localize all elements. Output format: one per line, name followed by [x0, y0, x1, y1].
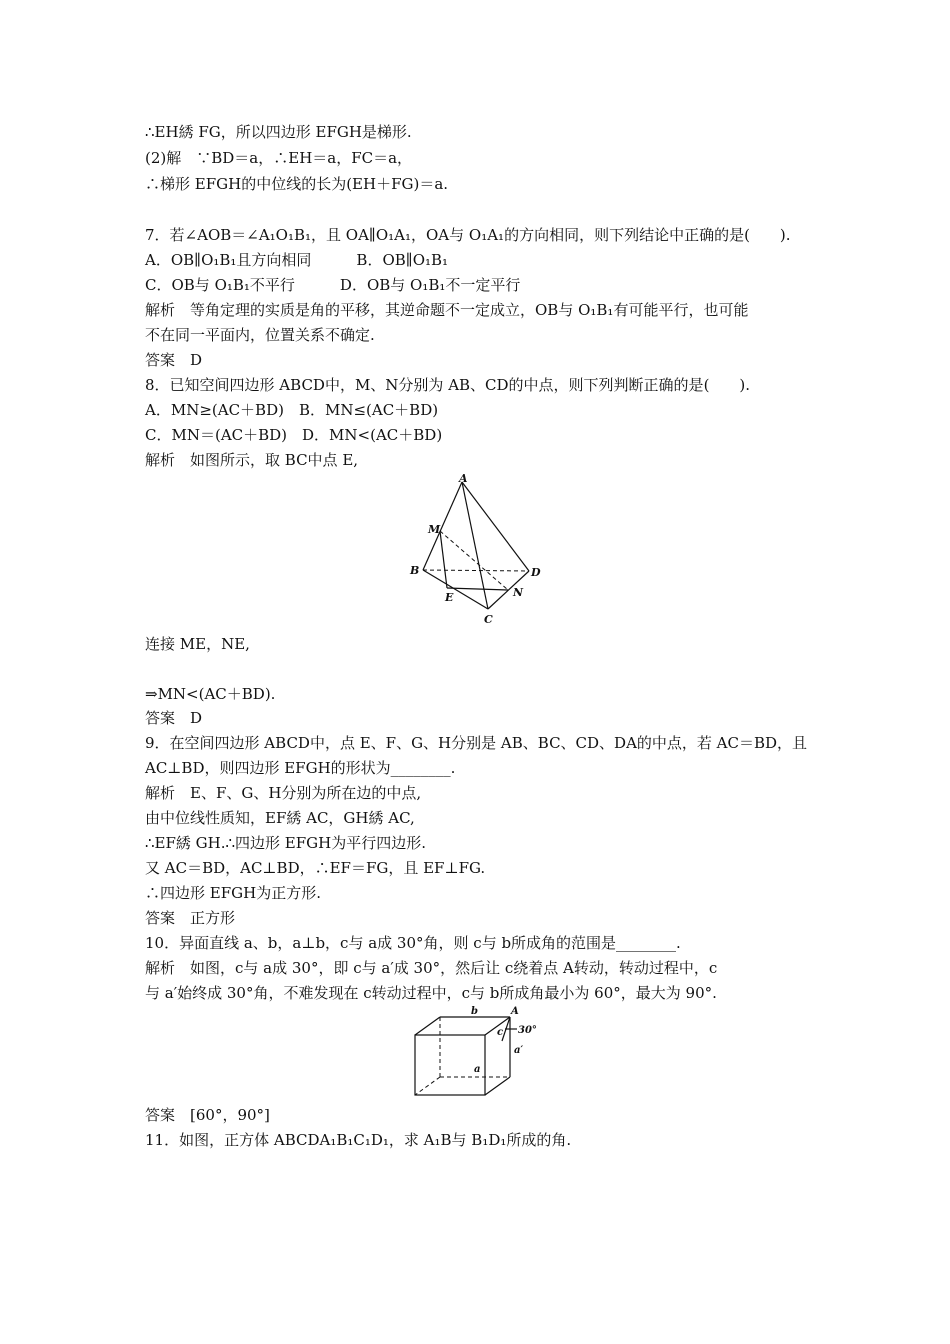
analysis-line: 解析 如图，c与 a成 30°，即 c与 a′成 30°，然后让 c绕着点 A转动，转动过程中，c: [145, 959, 718, 977]
label-A: A: [511, 1006, 519, 1017]
label-D: D: [531, 566, 541, 579]
answer-line: 答案 [60°，90°]: [145, 1106, 270, 1124]
text-line: (2)解 ∵BD＝a，∴EH＝a，FC＝a，: [145, 149, 413, 167]
question-11: 11．如图，正方体 ABCDA₁B₁C₁D₁，求 A₁B与 B₁D₁所成的角.: [145, 1131, 572, 1149]
label-B: B: [410, 564, 420, 577]
analysis-line: 与 a′始终成 30°角，不难发现在 c转动过程中，c与 b所成角最小为 60°，最大为 90°.: [145, 984, 717, 1002]
label-a: a: [474, 1064, 481, 1075]
label-A: A: [459, 472, 468, 485]
question-7: 7．若∠AOB＝∠A₁O₁B₁，且 OA∥O₁A₁，OA与 O₁A₁的方向相同，则下列结论中正确的是( ).: [145, 226, 791, 244]
question-9: 9．在空间四边形 ABCD中，点 E、F、G、H分别是 AB、BC、CD、DA的中点，若 AC＝BD，且: [145, 734, 808, 752]
analysis-line: 由中位线性质知，EF綉 AC，GH綉 AC,: [145, 809, 415, 827]
label-30-degrees: 30°: [518, 1025, 537, 1036]
analysis-line: 解析 等角定理的实质是角的平移，其逆命题不一定成立，OB与 O₁B₁有可能平行，也可能: [145, 301, 749, 319]
analysis-line: ∴四边形 EFGH为正方形.: [145, 884, 321, 902]
question-10: 10．异面直线 a、b，a⊥b，c与 a成 30°角，则 c与 b所成角的范围是________.: [145, 934, 681, 952]
option-line: A．OB∥O₁B₁且方向相同 B．OB∥O₁B₁: [145, 251, 449, 269]
label-E: E: [445, 591, 454, 604]
text-line: ∴EH綉 FG，所以四边形 EFGH是梯形.: [145, 123, 412, 141]
answer-line: 答案 D: [145, 351, 203, 369]
label-N: N: [513, 586, 524, 599]
answer-line: 答案 D: [145, 709, 203, 727]
analysis-line: 解析 如图所示，取 BC中点 E,: [145, 451, 359, 469]
answer-line: 答案 正方形: [145, 909, 236, 927]
label-c: c: [497, 1027, 504, 1038]
label-a-prime: a′: [514, 1045, 524, 1056]
text-line: ∴梯形 EFGH的中位线的长为(EH＋FG)＝a.: [145, 175, 449, 193]
option-line: A．MN≥(AC＋BD) B．MN≤(AC＋BD): [145, 401, 439, 419]
question-9-cont: AC⊥BD，则四边形 EFGH的形状为________.: [145, 759, 456, 777]
analysis-line: 解析 E、F、G、H分别为所在边的中点,: [145, 784, 422, 802]
label-b: b: [471, 1006, 478, 1017]
analysis-line: ∴EF綉 GH.∴四边形 EFGH为平行四边形.: [145, 834, 427, 852]
analysis-line: 不在同一平面内，位置关系不确定.: [145, 326, 375, 344]
text-line: 连接 ME，NE,: [145, 635, 250, 653]
analysis-line: 又 AC＝BD，AC⊥BD，∴EF＝FG，且 EF⊥FG.: [145, 859, 486, 877]
tetrahedron-figure: [405, 472, 555, 628]
label-M: M: [428, 523, 441, 536]
option-line: C．OB与 O₁B₁不平行 D．OB与 O₁B₁不一定平行: [145, 276, 521, 294]
label-C: C: [484, 613, 493, 626]
text-line: ⇒MN<(AC＋BD).: [145, 685, 276, 703]
cube-figure: [405, 1005, 555, 1100]
question-8: 8．已知空间四边形 ABCD中，M、N分别为 AB、CD的中点，则下列判断正确的是( ).: [145, 376, 751, 394]
option-line: C．MN＝(AC＋BD) D．MN<(AC＋BD): [145, 426, 443, 444]
